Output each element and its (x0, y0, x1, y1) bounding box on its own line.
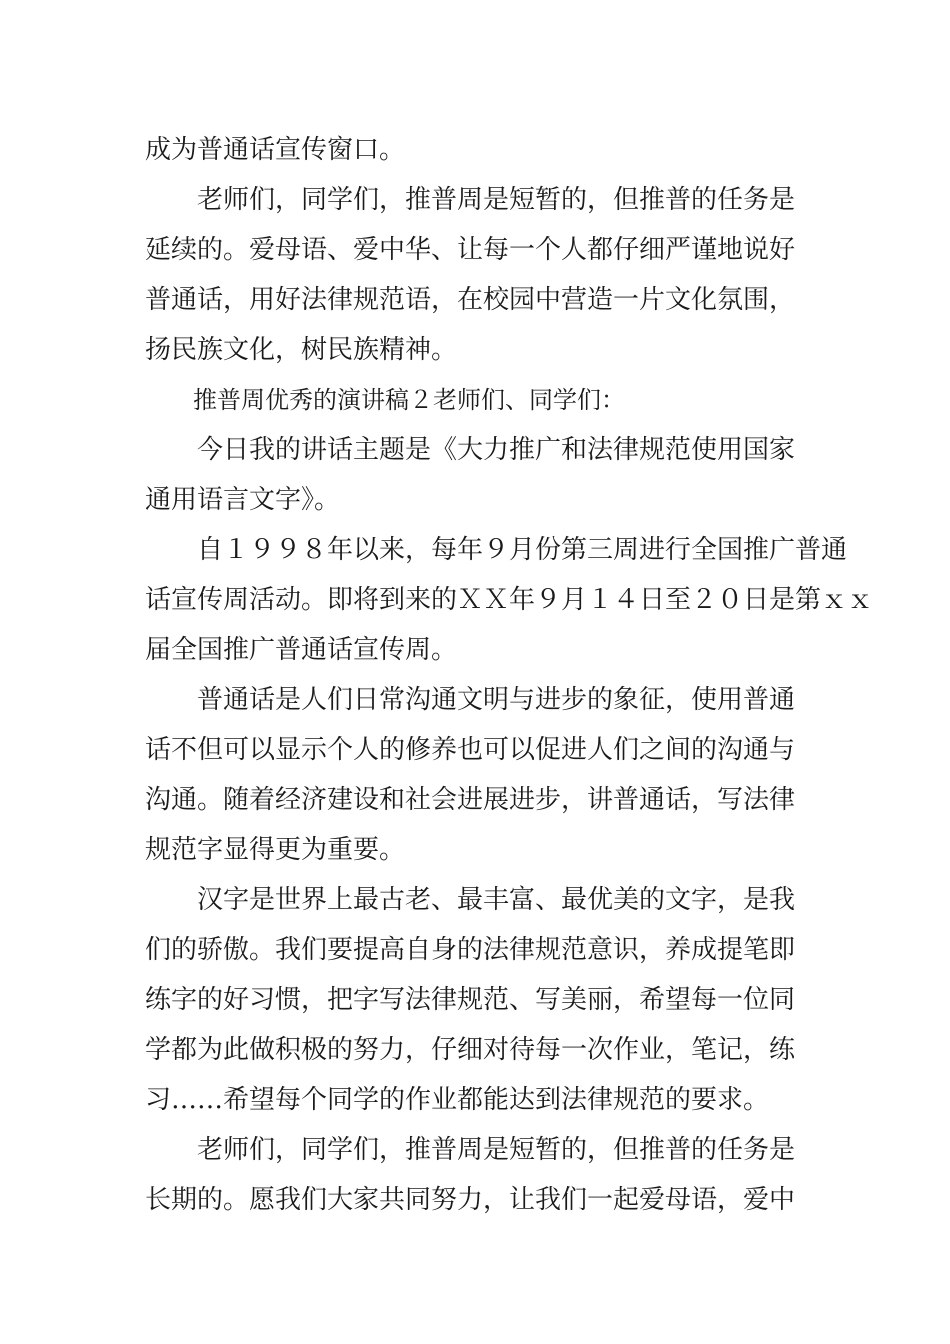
text-line: 们的骄傲。我们要提高自身的法律规范意识，养成提笔即 (145, 935, 796, 965)
text-line: 习……希望每个同学的作业都能达到法律规范的要求。 (145, 1085, 770, 1115)
paragraph-first-line: 汉字是世界上最古老、最丰富、最优美的文字，是我 (197, 885, 796, 915)
text-line: 规范字显得更为重要。 (145, 835, 406, 865)
text-line: 沟通。随着经济建设和社会进展进步，讲普通话，写法律 (145, 785, 796, 815)
paragraph-first-line: 老师们，同学们，推普周是短暂的，但推普的任务是 (197, 185, 796, 215)
paragraph-first-line: 自１９９８年以来，每年９月份第三周进行全国推广普通 (197, 535, 848, 565)
text-line: 学都为此做积极的努力，仔细对待每一次作业，笔记，练 (145, 1035, 796, 1065)
text-line: 长期的。愿我们大家共同努力，让我们一起爱母语，爱中 (145, 1185, 796, 1215)
text-line: 练字的好习惯，把字写法律规范、写美丽，希望每一位同 (145, 985, 796, 1015)
paragraph-first-line: 今日我的讲话主题是《大力推广和法律规范使用国家 (197, 435, 796, 465)
text-line: 届全国推广普通话宣传周。 (145, 635, 458, 665)
text-line: 话不但可以显示个人的修养也可以促进人们之间的沟通与 (145, 735, 796, 765)
text-line: 扬民族文化，树民族精神。 (145, 335, 458, 365)
text-line: 话宣传周活动。即将到来的ＸＸ年９月１４日至２０日是第ｘｘ (145, 585, 874, 615)
text-line: 成为普通话宣传窗口。 (145, 135, 406, 165)
paragraph-first-line: 普通话是人们日常沟通文明与进步的象征，使用普通 (197, 685, 796, 715)
section-heading: 推普周优秀的演讲稿２老师们、同学们： (193, 386, 625, 414)
text-line: 普通话，用好法律规范语，在校园中营造一片文化氛围， (145, 285, 796, 315)
text-line: 通用语言文字》。 (145, 485, 341, 515)
text-line: 延续的。爱母语、爱中华、让每一个人都仔细严谨地说好 (145, 235, 796, 265)
paragraph-first-line: 老师们，同学们，推普周是短暂的，但推普的任务是 (197, 1135, 796, 1165)
